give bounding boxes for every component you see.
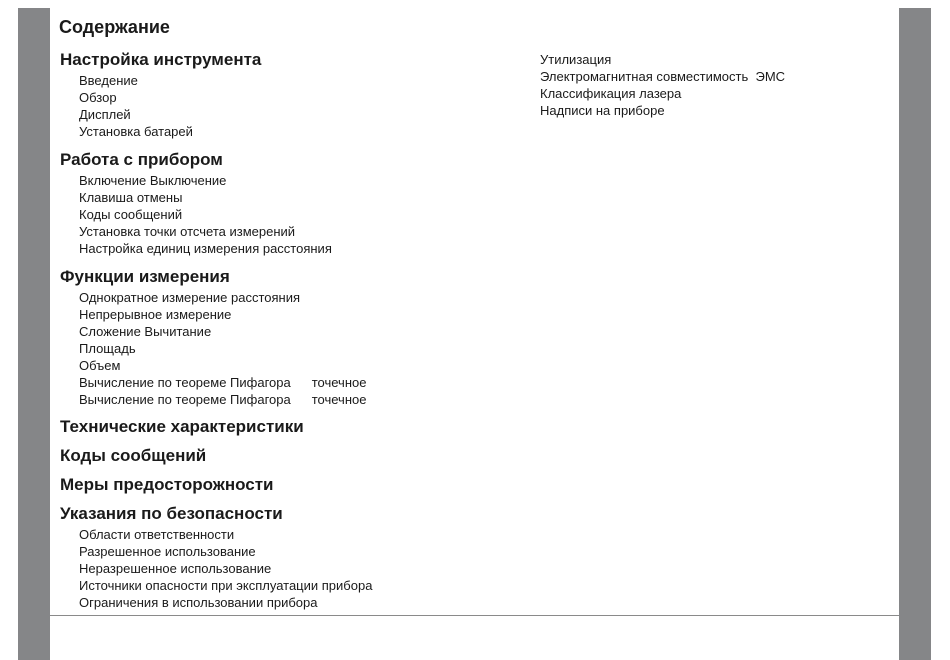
right-margin-bar	[899, 8, 931, 660]
toc-item[interactable]: Классификация лазера	[540, 86, 682, 101]
bottom-divider	[50, 615, 899, 616]
toc-section-heading[interactable]: Указания по безопасности	[60, 504, 283, 523]
toc-item[interactable]: Настройка единиц измерения расстояния	[79, 241, 332, 256]
toc-right-column	[540, 51, 785, 119]
toc-item-pythagoras[interactable]	[60, 374, 372, 391]
toc-item[interactable]: Объем	[79, 358, 121, 373]
toc-item[interactable]: Сложение Вычитание	[79, 324, 212, 339]
left-margin-bar	[18, 8, 50, 660]
toc-item[interactable]: Однократное измерение расстояния	[79, 290, 301, 305]
toc-item-suffix: точечное	[311, 375, 367, 390]
toc-item[interactable]: Введение	[79, 73, 138, 88]
toc-item-label: Вычисление по теореме Пифагора	[79, 392, 291, 407]
toc-section-heading[interactable]: Коды сообщений	[60, 446, 207, 465]
toc-item[interactable]: Ограничения в использовании прибора	[79, 595, 318, 610]
toc-item[interactable]: Установка батарей	[79, 124, 193, 139]
toc-section-heading[interactable]: Меры предосторожности	[60, 475, 274, 494]
toc-item[interactable]: Площадь	[79, 341, 136, 356]
toc-item-suffix: точечное	[311, 392, 367, 407]
toc-item-pythagoras[interactable]	[60, 391, 372, 408]
toc-item[interactable]: Включение Выключение	[79, 173, 227, 188]
toc-item[interactable]: Разрешенное использование	[79, 544, 256, 559]
toc-item[interactable]: Утилизация	[540, 52, 612, 67]
toc-item[interactable]: Неразрешенное использование	[79, 561, 272, 576]
toc-item[interactable]: Непрерывное измерение	[79, 307, 232, 322]
toc-section-heading[interactable]: Настройка инструмента	[60, 50, 262, 69]
toc-item[interactable]: Обзор	[79, 90, 117, 105]
toc-left-column	[60, 47, 372, 611]
toc-item[interactable]: Надписи на приборе	[540, 103, 665, 118]
toc-item[interactable]: Электромагнитная совместимость ЭМС	[540, 69, 786, 84]
toc-item[interactable]: Дисплей	[79, 107, 131, 122]
toc-item[interactable]: Источники опасности при эксплуатации прибора	[79, 578, 373, 593]
toc-item[interactable]: Области ответственности	[79, 527, 235, 542]
page-title: Содержание	[59, 17, 170, 37]
toc-section-heading[interactable]: Функции измерения	[60, 267, 230, 286]
toc-section-heading[interactable]: Технические характеристики	[60, 417, 304, 436]
toc-item-label: Вычисление по теореме Пифагора	[79, 375, 291, 390]
toc-item[interactable]: Установка точки отсчета измерений	[79, 224, 296, 239]
toc-item[interactable]: Коды сообщений	[79, 207, 183, 222]
toc-item[interactable]: Клавиша отмены	[79, 190, 183, 205]
toc-section-heading[interactable]: Работа с прибором	[60, 150, 223, 169]
